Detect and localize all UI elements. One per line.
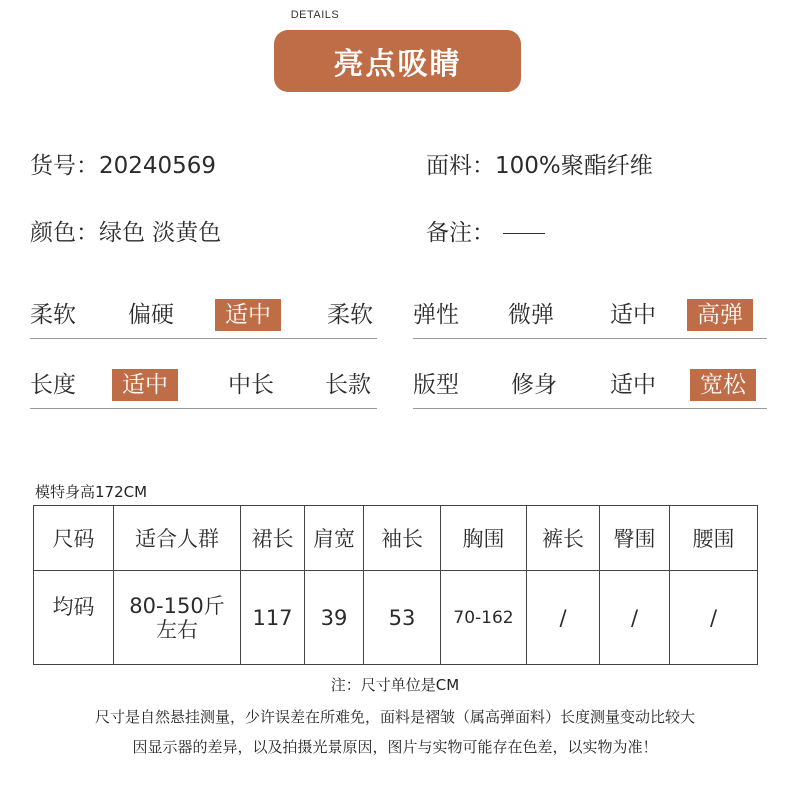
attr-option-softness-2-selected: 适中 [215, 299, 281, 331]
remark-dash [503, 233, 545, 234]
remark [426, 214, 545, 247]
fabric-value: 100%聚酯纤维 [495, 153, 653, 179]
header-pants-length: 裤长 [527, 506, 600, 571]
attr-option-elasticity-1: 微弹 [508, 302, 554, 328]
cell-fit-group-line1: 80-150斤 [129, 593, 225, 618]
cell-fit-group-line2: 左右 [156, 617, 198, 642]
disclaimer-line-2: 因显示器的差异，以及拍摄光景原因，图片与实物可能存在色差，以实物为准！ [132, 738, 658, 756]
cell-waist: / [670, 571, 758, 665]
item-number [30, 147, 216, 180]
disclaimer-line-1: 尺寸是自然悬挂测量，少许误差在所难免，面料是褶皱（属高弹面料）长度测量变动比较大 [94, 708, 695, 726]
unit-note: 注：尺寸单位是CM [330, 676, 460, 694]
attr-label-length: 长度 [30, 372, 76, 398]
attr-label-softness: 柔软 [30, 302, 76, 328]
cell-shoulder: 39 [305, 571, 364, 665]
color [30, 214, 221, 247]
color-label: 颜色： [30, 220, 99, 246]
item-number-value: 20240569 [99, 153, 217, 179]
cell-size: 均码 [34, 571, 114, 665]
cell-skirt-length: 117 [241, 571, 305, 665]
header-chest: 胸围 [441, 506, 527, 571]
size-table-header-row [34, 506, 758, 571]
header-shoulder: 肩宽 [305, 506, 364, 571]
header-fit-group: 适合人群 [114, 506, 241, 571]
attr-row-fit [413, 369, 767, 409]
remark-label: 备注： [426, 220, 495, 246]
cell-sleeve: 53 [364, 571, 441, 665]
table-row [34, 571, 758, 665]
header-waist: 腰围 [670, 506, 758, 571]
attr-option-length-1-selected: 适中 [112, 369, 178, 401]
attr-option-fit-1: 修身 [511, 372, 557, 398]
color-value: 绿色 淡黄色 [99, 220, 222, 246]
attr-row-softness [30, 299, 377, 339]
attr-option-softness-3: 柔软 [327, 302, 373, 328]
attr-option-length-3: 长款 [325, 372, 371, 398]
header-skirt-length: 裙长 [241, 506, 305, 571]
cell-chest: 70-162 [441, 571, 527, 665]
model-height-note: 模特身高172CM [35, 483, 148, 501]
item-number-label: 货号： [30, 153, 99, 179]
cell-fit-group [114, 571, 241, 665]
fabric [426, 147, 653, 180]
cell-hip: / [600, 571, 670, 665]
attr-option-fit-2: 适中 [610, 372, 656, 398]
header-hip: 臀围 [600, 506, 670, 571]
attr-row-elasticity [413, 299, 767, 339]
attr-option-elasticity-3-selected: 高弹 [687, 299, 753, 331]
fabric-label: 面料： [426, 153, 495, 179]
attr-option-fit-3-selected: 宽松 [690, 369, 756, 401]
attr-option-softness-1: 偏硬 [128, 302, 174, 328]
header-size: 尺码 [34, 506, 114, 571]
size-table [33, 505, 758, 665]
attr-option-length-2: 中长 [228, 372, 274, 398]
attr-option-elasticity-2: 适中 [610, 302, 656, 328]
attr-label-elasticity: 弹性 [413, 302, 459, 328]
attr-row-length [30, 369, 377, 409]
cell-pants-length: / [527, 571, 600, 665]
title-banner: 亮点吸睛 [274, 30, 521, 92]
details-label: DETAILS [290, 9, 340, 21]
header-sleeve: 袖长 [364, 506, 441, 571]
attr-label-fit: 版型 [413, 372, 459, 398]
